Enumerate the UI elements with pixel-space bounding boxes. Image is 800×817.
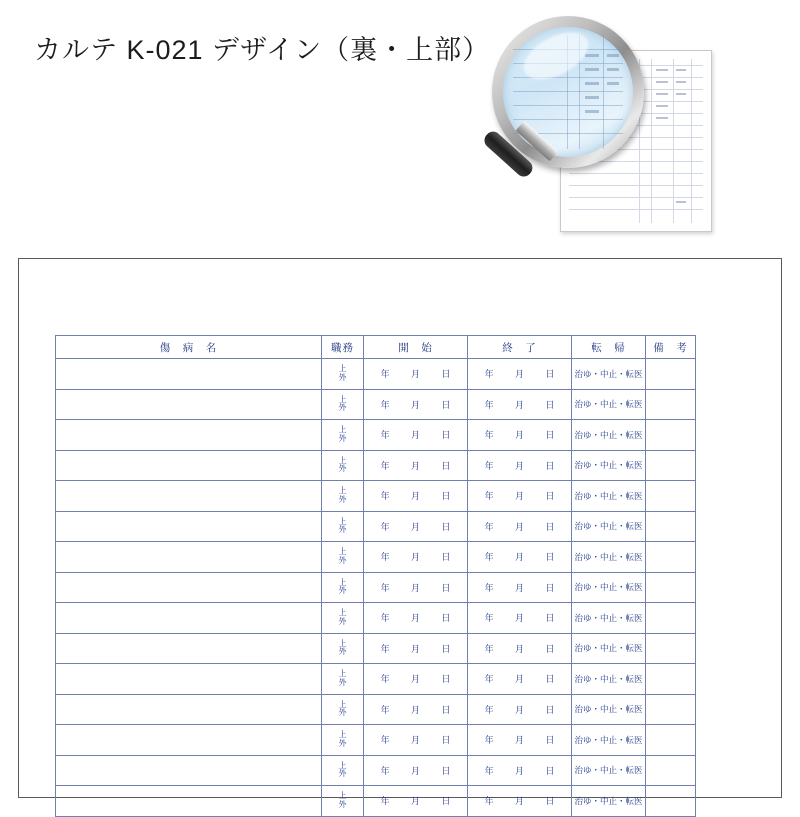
cell-diagnosis-name[interactable]: [56, 359, 322, 390]
start-date-units: [364, 733, 467, 746]
end-date-units: [468, 672, 571, 685]
cell-outcome[interactable]: 治ゆ・中止・転医: [572, 481, 646, 512]
end-date-units: [468, 581, 571, 594]
table-row[interactable]: [56, 603, 696, 634]
end-unit-month: 月: [514, 521, 524, 532]
end-unit-day: 日: [545, 552, 555, 563]
cell-duty[interactable]: [322, 542, 364, 573]
start-unit-day: 日: [441, 674, 451, 685]
cell-end-date[interactable]: [468, 389, 572, 420]
start-date-units: [364, 672, 467, 685]
duty-label-bottom: 外: [338, 677, 347, 687]
cell-start-date[interactable]: [364, 755, 468, 786]
cell-diagnosis-name[interactable]: [56, 389, 322, 420]
table-header-row: [56, 336, 696, 359]
start-unit-month: 月: [410, 521, 420, 532]
table-row[interactable]: [56, 481, 696, 512]
end-date-units: [468, 520, 571, 533]
cell-start-date[interactable]: [364, 481, 468, 512]
start-unit-month: 月: [410, 460, 420, 471]
duty-label-bottom: 外: [338, 403, 347, 413]
cell-start-date[interactable]: [364, 450, 468, 481]
start-unit-day: 日: [441, 735, 451, 746]
duty-label-top: 上: [338, 669, 347, 679]
cell-end-date[interactable]: [468, 420, 572, 451]
table-row[interactable]: [56, 725, 696, 756]
cell-note[interactable]: [646, 755, 696, 786]
cell-diagnosis-name[interactable]: [56, 755, 322, 786]
end-unit-day: 日: [545, 643, 555, 654]
end-unit-day: 日: [545, 582, 555, 593]
table-row[interactable]: [56, 694, 696, 725]
cell-end-date[interactable]: [468, 664, 572, 695]
cell-diagnosis-name[interactable]: [56, 450, 322, 481]
start-unit-day: 日: [441, 765, 451, 776]
start-date-units: [364, 764, 467, 777]
end-unit-year: 年: [484, 613, 494, 624]
end-unit-month: 月: [514, 430, 524, 441]
cell-outcome[interactable]: 治ゆ・中止・転医: [572, 389, 646, 420]
cell-start-date[interactable]: [364, 420, 468, 451]
duty-label-top: 上: [338, 730, 347, 740]
start-unit-year: 年: [380, 491, 390, 502]
table-row[interactable]: [56, 359, 696, 390]
end-unit-month: 月: [514, 399, 524, 410]
document-sheet: [18, 258, 782, 809]
end-date-units: [468, 459, 571, 472]
cell-note[interactable]: [646, 420, 696, 451]
duty-label-bottom: 外: [338, 799, 347, 809]
cell-end-date[interactable]: [468, 633, 572, 664]
end-unit-month: 月: [514, 674, 524, 685]
end-unit-year: 年: [484, 460, 494, 471]
start-unit-month: 月: [410, 430, 420, 441]
cell-duty[interactable]: [322, 359, 364, 390]
end-unit-month: 月: [514, 796, 524, 807]
cell-end-date[interactable]: [468, 572, 572, 603]
cell-end-date[interactable]: [468, 725, 572, 756]
cell-start-date[interactable]: [364, 786, 468, 817]
start-date-units: [364, 794, 467, 807]
start-unit-day: 日: [441, 399, 451, 410]
end-unit-month: 月: [514, 704, 524, 715]
cell-diagnosis-name[interactable]: [56, 481, 322, 512]
start-unit-month: 月: [410, 765, 420, 776]
cell-outcome[interactable]: 治ゆ・中止・転医: [572, 755, 646, 786]
cell-note[interactable]: [646, 603, 696, 634]
end-unit-month: 月: [514, 643, 524, 654]
end-date-units: [468, 367, 571, 380]
start-unit-year: 年: [380, 796, 390, 807]
cell-duty[interactable]: [322, 572, 364, 603]
cell-duty[interactable]: [322, 755, 364, 786]
duty-label-top: 上: [338, 547, 347, 557]
start-unit-month: 月: [410, 613, 420, 624]
cell-note[interactable]: [646, 511, 696, 542]
cell-duty[interactable]: [322, 511, 364, 542]
start-unit-day: 日: [441, 613, 451, 624]
end-unit-month: 月: [514, 460, 524, 471]
end-unit-year: 年: [484, 735, 494, 746]
duty-label-top: 上: [338, 638, 347, 648]
cell-duty[interactable]: [322, 481, 364, 512]
start-unit-month: 月: [410, 582, 420, 593]
duty-label-bottom: 外: [338, 464, 347, 474]
cell-note[interactable]: [646, 359, 696, 390]
start-unit-month: 月: [410, 674, 420, 685]
table-row[interactable]: [56, 572, 696, 603]
start-date-units: [364, 581, 467, 594]
cell-start-date[interactable]: [364, 603, 468, 634]
cell-note[interactable]: [646, 694, 696, 725]
start-unit-year: 年: [380, 735, 390, 746]
start-unit-month: 月: [410, 491, 420, 502]
duty-label-top: 上: [338, 425, 347, 435]
cell-duty[interactable]: [322, 450, 364, 481]
cell-end-date[interactable]: [468, 450, 572, 481]
end-date-units: [468, 703, 571, 716]
end-unit-day: 日: [545, 735, 555, 746]
table-row[interactable]: [56, 420, 696, 451]
start-unit-year: 年: [380, 582, 390, 593]
start-unit-day: 日: [441, 582, 451, 593]
column-header-note: 備 考: [646, 336, 696, 359]
lens-glare: [516, 23, 596, 89]
cell-outcome[interactable]: 治ゆ・中止・転医: [572, 542, 646, 573]
cell-outcome[interactable]: 治ゆ・中止・転医: [572, 786, 646, 817]
cell-outcome[interactable]: 治ゆ・中止・転医: [572, 572, 646, 603]
cell-end-date[interactable]: [468, 755, 572, 786]
end-unit-day: 日: [545, 796, 555, 807]
duty-label-top: 上: [338, 760, 347, 770]
column-header-end: 終 了: [468, 336, 572, 359]
cell-diagnosis-name[interactable]: [56, 511, 322, 542]
table-row[interactable]: [56, 755, 696, 786]
start-date-units: [364, 459, 467, 472]
cell-note[interactable]: [646, 572, 696, 603]
end-date-units: [468, 489, 571, 502]
start-unit-month: 月: [410, 796, 420, 807]
start-unit-year: 年: [380, 765, 390, 776]
table-row[interactable]: [56, 511, 696, 542]
start-date-units: [364, 611, 467, 624]
end-unit-month: 月: [514, 491, 524, 502]
cell-note[interactable]: [646, 786, 696, 817]
end-unit-month: 月: [514, 613, 524, 624]
duty-label-top: 上: [338, 608, 347, 618]
start-unit-year: 年: [380, 430, 390, 441]
end-unit-day: 日: [545, 674, 555, 685]
end-date-units: [468, 398, 571, 411]
column-header-duty: 職務: [322, 336, 364, 359]
duty-label-top: 上: [338, 791, 347, 801]
table-row[interactable]: [56, 389, 696, 420]
end-unit-month: 月: [514, 582, 524, 593]
duty-label-bottom: 外: [338, 769, 347, 779]
start-unit-month: 月: [410, 643, 420, 654]
cell-diagnosis-name[interactable]: [56, 725, 322, 756]
end-unit-year: 年: [484, 704, 494, 715]
cell-outcome[interactable]: 治ゆ・中止・転医: [572, 603, 646, 634]
duty-label-top: 上: [338, 486, 347, 496]
cell-outcome[interactable]: 治ゆ・中止・転医: [572, 450, 646, 481]
duty-label-bottom: 外: [338, 586, 347, 596]
cell-outcome[interactable]: 治ゆ・中止・転医: [572, 420, 646, 451]
cell-end-date[interactable]: [468, 481, 572, 512]
cell-end-date[interactable]: [468, 511, 572, 542]
magnifier-illustration: [470, 10, 770, 240]
cell-diagnosis-name[interactable]: [56, 572, 322, 603]
end-unit-day: 日: [545, 613, 555, 624]
start-unit-month: 月: [410, 399, 420, 410]
end-unit-year: 年: [484, 674, 494, 685]
duty-label-top: 上: [338, 394, 347, 404]
cell-start-date[interactable]: [364, 572, 468, 603]
cell-note[interactable]: [646, 664, 696, 695]
cell-duty[interactable]: [322, 725, 364, 756]
start-unit-day: 日: [441, 796, 451, 807]
end-date-units: [468, 428, 571, 441]
table-row[interactable]: [56, 542, 696, 573]
cell-diagnosis-name[interactable]: [56, 633, 322, 664]
end-unit-day: 日: [545, 369, 555, 380]
cell-diagnosis-name[interactable]: [56, 542, 322, 573]
cell-outcome[interactable]: 治ゆ・中止・転医: [572, 633, 646, 664]
start-unit-day: 日: [441, 491, 451, 502]
column-header-name: 傷 病 名: [56, 336, 322, 359]
end-date-units: [468, 733, 571, 746]
start-date-units: [364, 520, 467, 533]
cell-outcome[interactable]: 治ゆ・中止・転医: [572, 725, 646, 756]
cell-diagnosis-name[interactable]: [56, 420, 322, 451]
duty-label-bottom: 外: [338, 616, 347, 626]
end-date-units: [468, 611, 571, 624]
end-unit-month: 月: [514, 765, 524, 776]
end-unit-day: 日: [545, 521, 555, 532]
end-unit-year: 年: [484, 399, 494, 410]
end-unit-year: 年: [484, 582, 494, 593]
cell-diagnosis-name[interactable]: [56, 664, 322, 695]
cell-start-date[interactable]: [364, 389, 468, 420]
duty-label-top: 上: [338, 455, 347, 465]
start-unit-year: 年: [380, 552, 390, 563]
cell-diagnosis-name[interactable]: [56, 694, 322, 725]
start-date-units: [364, 703, 467, 716]
end-date-units: [468, 642, 571, 655]
end-unit-day: 日: [545, 430, 555, 441]
cell-note[interactable]: [646, 389, 696, 420]
start-unit-day: 日: [441, 704, 451, 715]
cell-duty[interactable]: [322, 664, 364, 695]
duty-label-top: 上: [338, 364, 347, 374]
cell-note[interactable]: [646, 481, 696, 512]
end-unit-day: 日: [545, 704, 555, 715]
start-date-units: [364, 489, 467, 502]
table-body: [56, 359, 696, 817]
cell-duty[interactable]: [322, 786, 364, 817]
duty-label-bottom: 外: [338, 525, 347, 535]
column-header-start: 開 始: [364, 336, 468, 359]
karte-table: [55, 335, 696, 817]
start-date-units: [364, 428, 467, 441]
cell-end-date[interactable]: [468, 603, 572, 634]
cell-start-date[interactable]: [364, 359, 468, 390]
start-unit-year: 年: [380, 460, 390, 471]
cell-note[interactable]: [646, 633, 696, 664]
start-unit-month: 月: [410, 704, 420, 715]
cell-note[interactable]: [646, 542, 696, 573]
page-title: カルテ K-021 デザイン（裏・上部）: [34, 35, 491, 65]
cell-note[interactable]: [646, 450, 696, 481]
end-unit-year: 年: [484, 369, 494, 380]
cell-start-date[interactable]: [364, 694, 468, 725]
table-row[interactable]: [56, 786, 696, 817]
start-date-units: [364, 398, 467, 411]
start-unit-month: 月: [410, 552, 420, 563]
duty-label-bottom: 外: [338, 708, 347, 718]
end-unit-year: 年: [484, 643, 494, 654]
end-date-units: [468, 794, 571, 807]
end-unit-year: 年: [484, 521, 494, 532]
cell-duty[interactable]: [322, 694, 364, 725]
start-unit-day: 日: [441, 460, 451, 471]
start-unit-month: 月: [410, 735, 420, 746]
start-unit-day: 日: [441, 552, 451, 563]
start-unit-month: 月: [410, 369, 420, 380]
start-unit-day: 日: [441, 369, 451, 380]
start-date-units: [364, 550, 467, 563]
cell-end-date[interactable]: [468, 786, 572, 817]
end-unit-year: 年: [484, 491, 494, 502]
start-unit-year: 年: [380, 613, 390, 624]
duty-label-bottom: 外: [338, 555, 347, 565]
cell-diagnosis-name[interactable]: [56, 603, 322, 634]
start-unit-year: 年: [380, 704, 390, 715]
cell-start-date[interactable]: [364, 542, 468, 573]
cell-outcome[interactable]: 治ゆ・中止・転医: [572, 511, 646, 542]
start-unit-day: 日: [441, 430, 451, 441]
start-unit-year: 年: [380, 521, 390, 532]
cell-start-date[interactable]: [364, 725, 468, 756]
duty-label-top: 上: [338, 577, 347, 587]
start-date-units: [364, 642, 467, 655]
end-unit-year: 年: [484, 552, 494, 563]
table-row[interactable]: [56, 633, 696, 664]
duty-label-top: 上: [338, 516, 347, 526]
end-unit-month: 月: [514, 369, 524, 380]
duty-label-bottom: 外: [338, 433, 347, 443]
cell-duty[interactable]: [322, 633, 364, 664]
cell-end-date[interactable]: [468, 359, 572, 390]
cell-duty[interactable]: [322, 389, 364, 420]
cell-outcome[interactable]: 治ゆ・中止・転医: [572, 694, 646, 725]
table-row[interactable]: [56, 450, 696, 481]
cell-start-date[interactable]: [364, 511, 468, 542]
duty-label-bottom: 外: [338, 738, 347, 748]
cell-note[interactable]: [646, 725, 696, 756]
end-date-units: [468, 550, 571, 563]
start-unit-year: 年: [380, 643, 390, 654]
end-unit-month: 月: [514, 552, 524, 563]
end-unit-month: 月: [514, 735, 524, 746]
table-row[interactable]: [56, 664, 696, 695]
duty-label-bottom: 外: [338, 372, 347, 382]
start-unit-day: 日: [441, 521, 451, 532]
start-date-units: [364, 367, 467, 380]
cell-outcome[interactable]: 治ゆ・中止・転医: [572, 359, 646, 390]
end-unit-day: 日: [545, 460, 555, 471]
column-header-outcome: 転 帰: [572, 336, 646, 359]
end-unit-year: 年: [484, 765, 494, 776]
duty-label-bottom: 外: [338, 494, 347, 504]
cell-end-date[interactable]: [468, 694, 572, 725]
cell-start-date[interactable]: [364, 664, 468, 695]
start-unit-year: 年: [380, 399, 390, 410]
start-unit-year: 年: [380, 674, 390, 685]
end-unit-day: 日: [545, 491, 555, 502]
cell-start-date[interactable]: [364, 633, 468, 664]
start-unit-year: 年: [380, 369, 390, 380]
cell-end-date[interactable]: [468, 542, 572, 573]
end-unit-day: 日: [545, 765, 555, 776]
cell-duty[interactable]: [322, 603, 364, 634]
duty-label-top: 上: [338, 699, 347, 709]
duty-label-bottom: 外: [338, 647, 347, 657]
end-unit-day: 日: [545, 399, 555, 410]
end-unit-year: 年: [484, 430, 494, 441]
start-unit-day: 日: [441, 643, 451, 654]
end-unit-year: 年: [484, 796, 494, 807]
cell-diagnosis-name[interactable]: [56, 786, 322, 817]
cell-duty[interactable]: [322, 420, 364, 451]
cell-outcome[interactable]: 治ゆ・中止・転医: [572, 664, 646, 695]
end-date-units: [468, 764, 571, 777]
magnifier-lens-ring: [492, 16, 644, 168]
